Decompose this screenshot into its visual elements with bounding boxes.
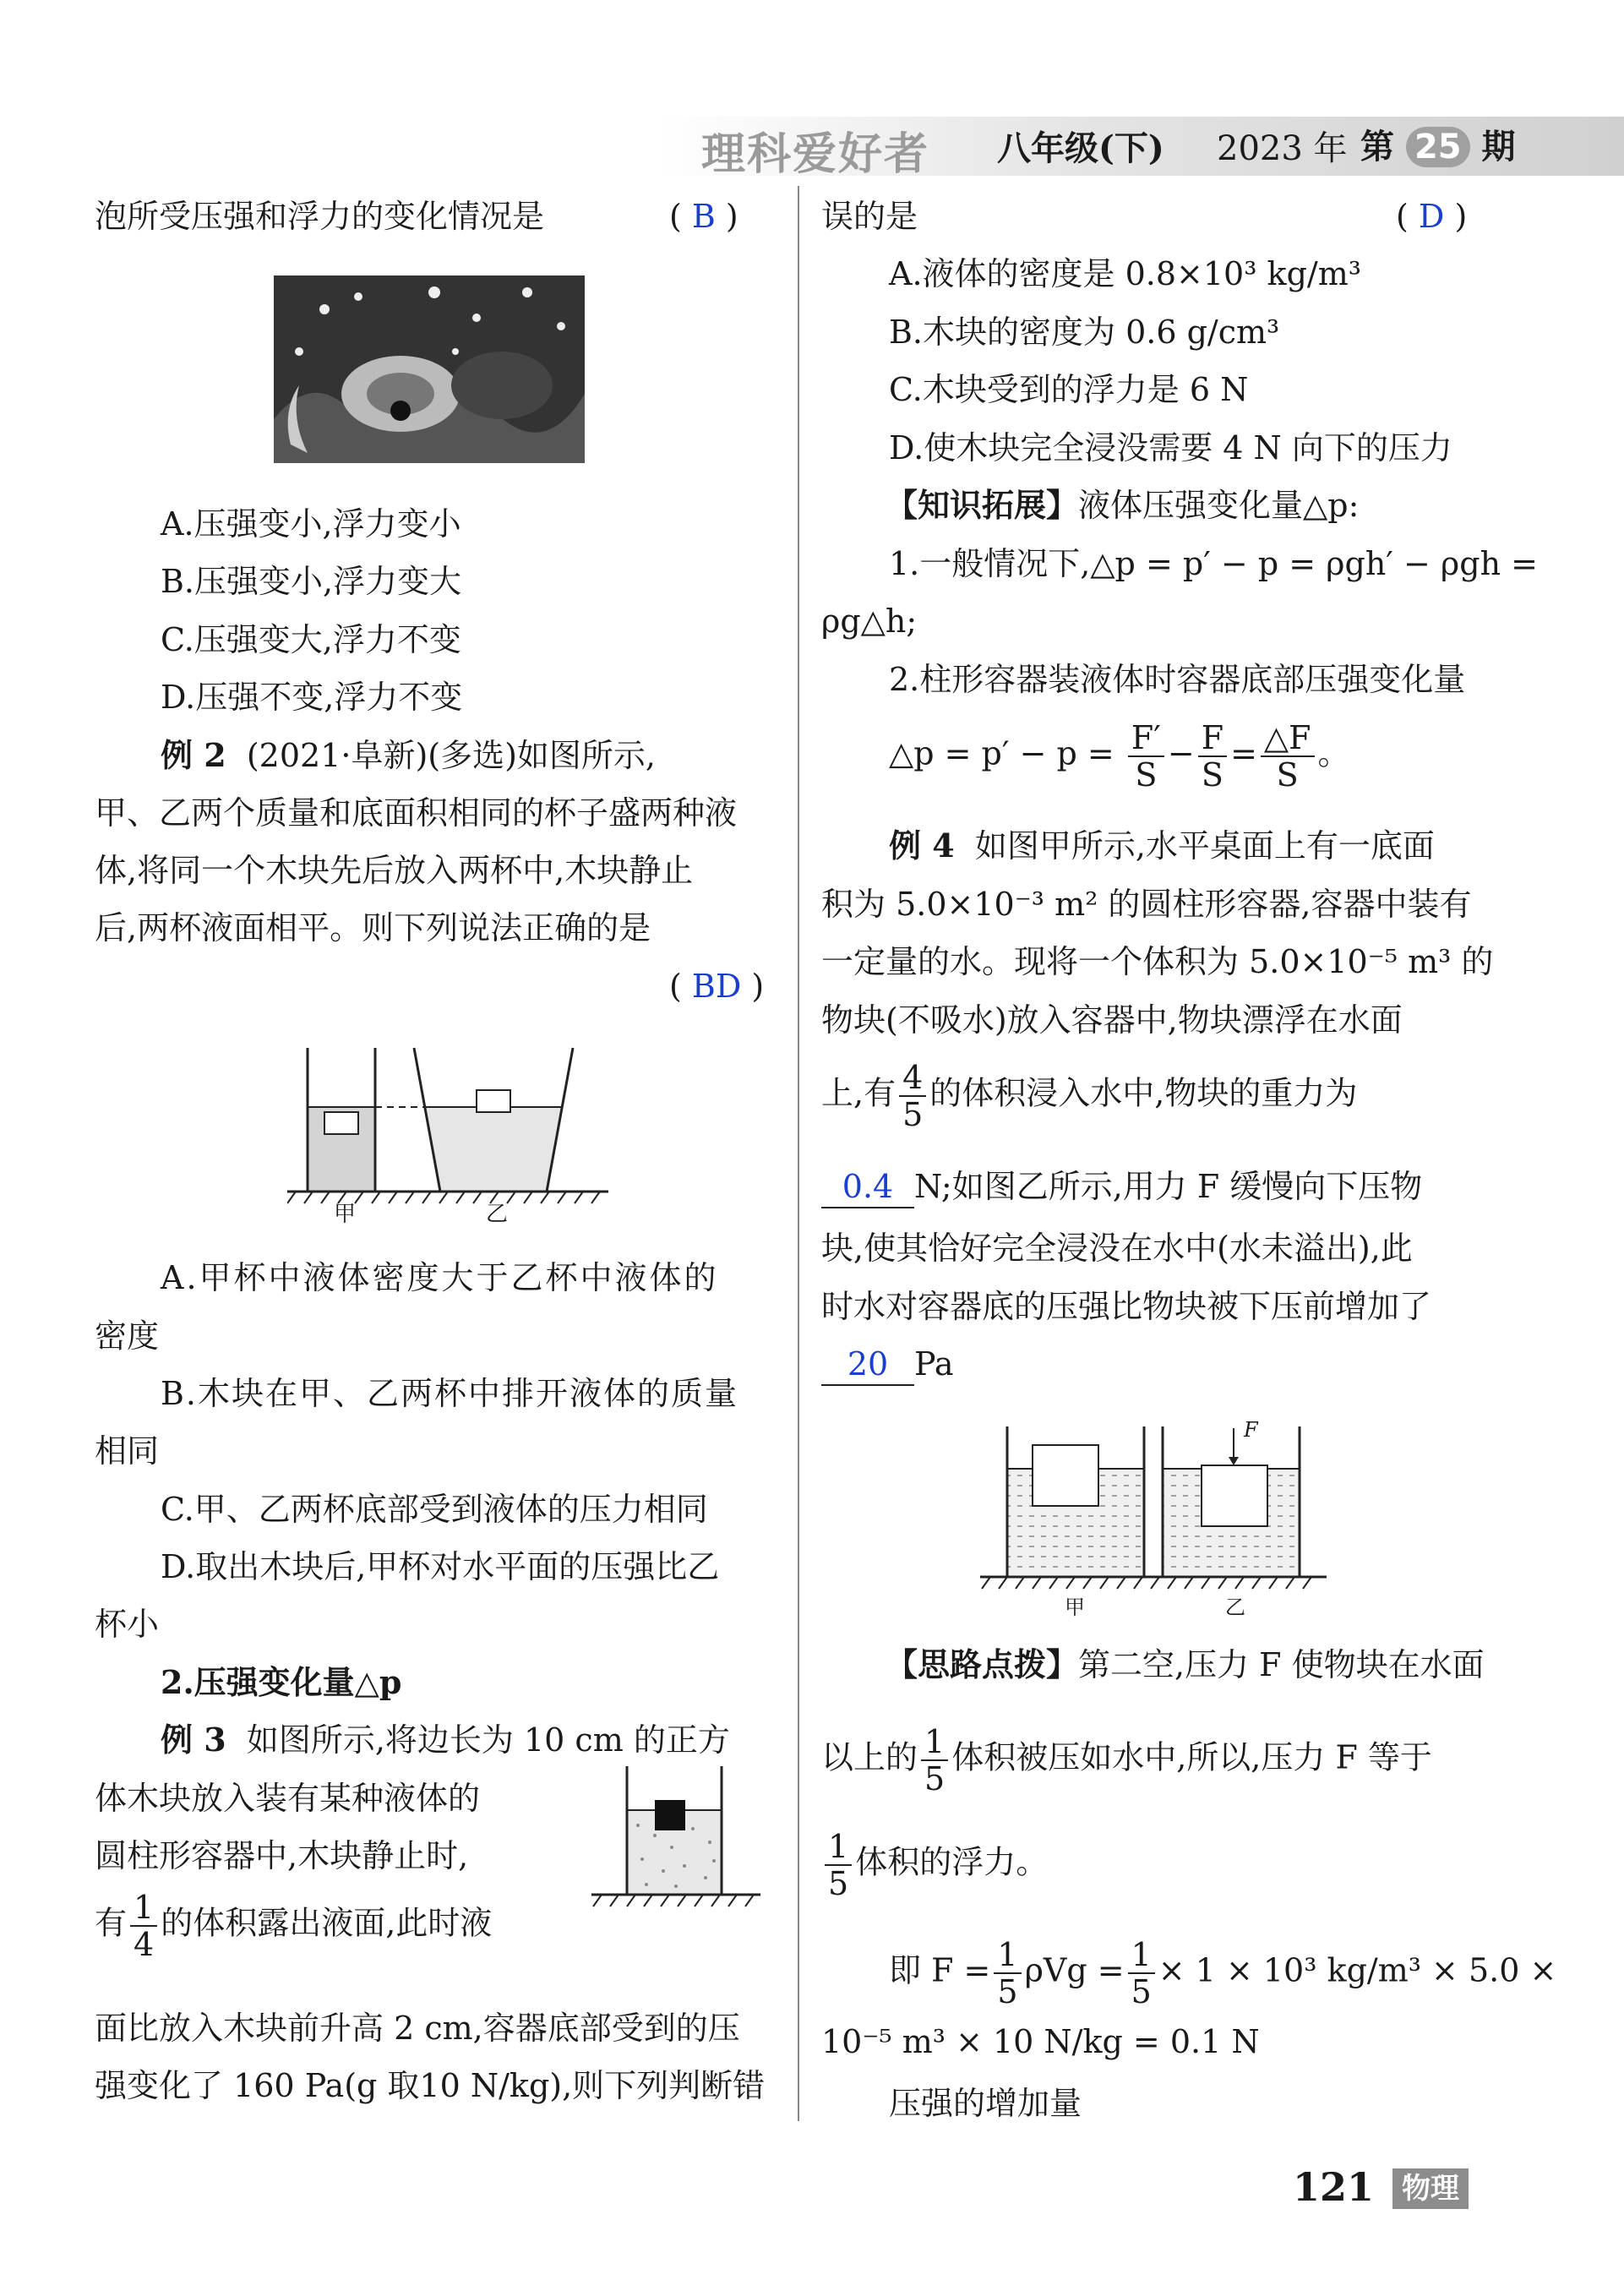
q1-option-d: D.压强不变,浮力不变 xyxy=(161,679,463,716)
hint-line-3: $\frac{1}{5}$ 体积的浮力。 xyxy=(821,1829,1048,1901)
ext-line-2: 2.柱形容器装液体时容器底部压强变化量 xyxy=(889,661,1466,698)
ext-title-line: 【知识拓展】液体压强变化量△p: xyxy=(886,486,1360,524)
q1-option-a: A.压强变小,浮力变小 xyxy=(161,505,461,543)
ex2-figure xyxy=(287,1031,676,1225)
ex2-line-2: 甲、乙两个质量和底面积相同的杯子盛两种液 xyxy=(95,794,738,832)
fish-photo xyxy=(274,275,585,463)
ex2-option-a: A.甲杯中液体密度大于乙杯中液体的 xyxy=(161,1259,719,1296)
calc-line-2: 10⁻⁵ m³ × 10 N/kg = 0.1 N xyxy=(821,2023,1260,2060)
ex2-fig-label-yi: 乙 xyxy=(486,1202,509,1227)
ex3-line-1: 例 3 如图所示,将边长为 10 cm 的正方 xyxy=(161,1721,730,1759)
ex4-line-5: 上,有 $\frac{4}{5}$ 的体积浸入水中,物块的重力为 xyxy=(821,1059,1358,1133)
ex4-line-6: 0.4 N;如图乙所示,用力 F 缓慢向下压物 xyxy=(821,1166,1422,1208)
ex3-tail: 误的是 xyxy=(821,198,918,235)
ex2-line-3: 体,将同一个木块先后放入两杯中,木块静止 xyxy=(95,852,694,889)
ex2-option-c: C.甲、乙两杯底部受到液体的压力相同 xyxy=(161,1491,708,1528)
ex4-line-8: 时水对容器底的压强比物块被下压前增加了 xyxy=(821,1288,1432,1325)
year-label: 2023 年 xyxy=(1217,129,1348,168)
ex4-line-4: 物块(不吸水)放入容器中,物块漂浮在水面 xyxy=(821,1001,1403,1039)
ex2-option-b: B.木块在甲、乙两杯中排开液体的质量 xyxy=(161,1375,739,1412)
ext-line-1b: ρg△h; xyxy=(821,603,918,640)
ex3-option-b: B.木块的密度为 0.6 g/cm³ xyxy=(889,314,1280,351)
fraction-one-quarter: $\frac{1}{4}$ xyxy=(130,1890,157,1962)
hint-line-2: 以上的 $\frac{1}{5}$ 体积被压如水中,所以,压力 F 等于 xyxy=(821,1723,1432,1797)
calc-line-1: 即 F = $\frac{1}{5}$ ρVg = $\frac{1}{5}$ × 1 × 10³ kg/m³ × 5.0 × xyxy=(889,1936,1557,2010)
grade-label: 八年级(下) xyxy=(997,128,1164,168)
ex3-line-3: 圆柱形容器中,木块静止时, xyxy=(95,1837,469,1874)
ex3-answer: ( D ) xyxy=(1396,198,1468,235)
section-2-title: 2.压强变化量△p xyxy=(161,1663,402,1701)
ex3-line-6: 强变化了 160 Pa(g 取10 N/kg),则下列判断错 xyxy=(95,2067,766,2104)
ex3-option-a: A.液体的密度是 0.8×10³ kg/m³ xyxy=(889,255,1361,292)
ex2-line-4: 后,两杯液面相平。则下列说法正确的是 xyxy=(95,909,651,946)
page-number: 121 xyxy=(1293,2164,1375,2210)
issue-label: 第 25 期 xyxy=(1360,127,1516,166)
ex2-fig-label-jia: 甲 xyxy=(334,1202,357,1227)
ext-line-1: 1.一般情况下,△p = p′ − p = ρgh′ − ρgh = xyxy=(889,545,1538,582)
brand-logo: 理科爱好者 xyxy=(701,129,930,180)
last-line: 压强的增加量 xyxy=(889,2085,1082,2122)
ex2-option-a-cont: 密度 xyxy=(95,1317,160,1355)
ex4-line-1: 例 4 如图甲所示,水平桌面上有一底面 xyxy=(889,826,1435,865)
ex4-line-7: 块,使其恰好完全浸没在水中(水未溢出),此 xyxy=(821,1230,1413,1267)
q1-option-c: C.压强变大,浮力不变 xyxy=(161,621,461,658)
q1-stem: 泡所受压强和浮力的变化情况是 xyxy=(95,198,545,235)
ex2-option-d-cont: 杯小 xyxy=(95,1606,160,1643)
ex2-line-1: 例 2 (2021·阜新)(多选)如图所示, xyxy=(161,736,657,774)
hint-line-1: 【思路点拨】第二空,压力 F 使物块在水面 xyxy=(886,1645,1485,1683)
ex3-figure xyxy=(591,1766,769,1927)
ex4-fig-label-yi: 乙 xyxy=(1225,1595,1245,1619)
ex2-option-b-cont: 相同 xyxy=(95,1432,160,1470)
ex4-blank-1: 0.4 xyxy=(821,1166,914,1208)
ex4-fig-label-jia: 甲 xyxy=(1065,1595,1085,1619)
ex3-line-5: 面比放入木块前升高 2 cm,容器底部受到的压 xyxy=(95,2010,740,2047)
issue-number: 25 xyxy=(1406,127,1470,167)
ext-formula: △p = p′ − p = $\frac{F'}{S}$ − $\frac{F}{S}$ = $\frac{\triangle F}{S}$ 。 xyxy=(889,719,1350,794)
column-divider xyxy=(798,186,799,2121)
ex3-option-c: C.木块受到的浮力是 6 N xyxy=(889,371,1249,408)
ex3-line-4: 有 $\frac{1}{4}$ 的体积露出液面,此时液 xyxy=(95,1889,493,1963)
q1-option-b: B.压强变小,浮力变大 xyxy=(161,563,462,600)
ex4-line-2: 积为 5.0×10⁻³ m² 的圆柱形容器,容器中装有 xyxy=(821,886,1472,923)
ex4-blank-2: 20 xyxy=(821,1344,914,1386)
ex4-line-3: 一定量的水。现将一个体积为 5.0×10⁻⁵ m³ 的 xyxy=(821,943,1494,980)
ex4-figure xyxy=(980,1418,1335,1619)
ex4-line-9: 20 Pa xyxy=(821,1344,954,1386)
subject-badge: 物理 xyxy=(1392,2168,1469,2209)
ex3-line-2: 体木块放入装有某种液体的 xyxy=(95,1780,481,1817)
ex3-option-d: D.使木块完全浸没需要 4 N 向下的压力 xyxy=(889,429,1452,466)
q1-answer: ( B ) xyxy=(669,198,738,235)
ex2-answer: ( BD ) xyxy=(669,968,765,1005)
ex2-option-d: D.取出木块后,甲杯对水平面的压强比乙 xyxy=(161,1548,720,1585)
ex4-fig-label-f: F xyxy=(1244,1418,1258,1442)
